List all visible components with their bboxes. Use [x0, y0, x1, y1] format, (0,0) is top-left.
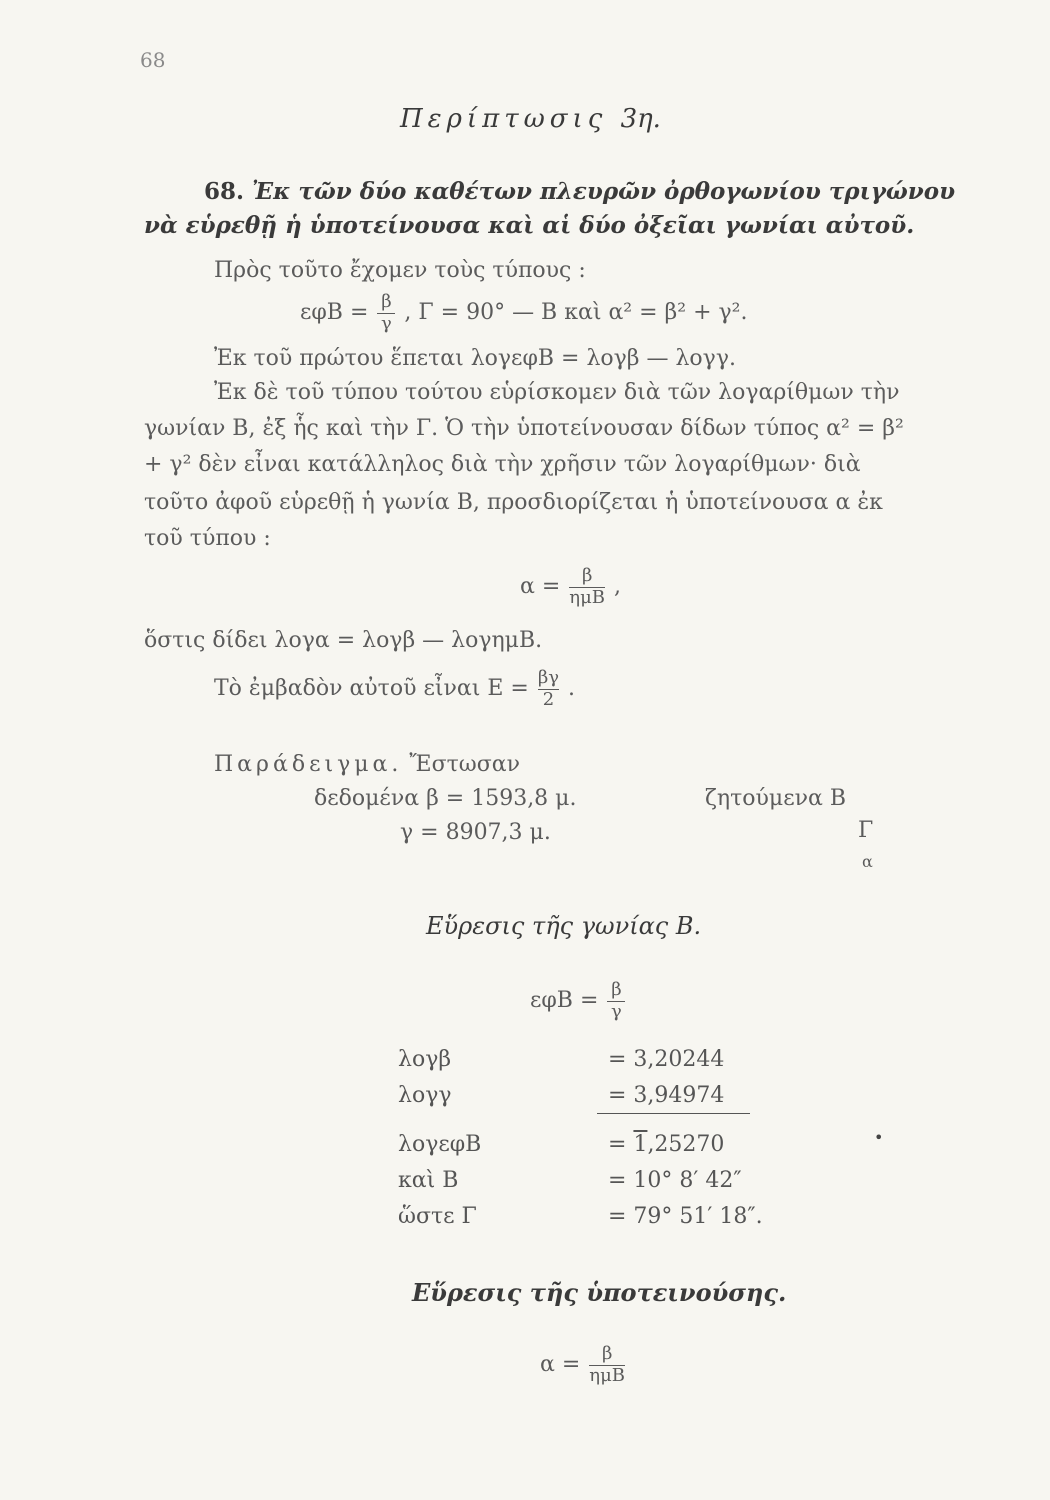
denominator: γ [611, 1000, 622, 1022]
sought-values-line-1 [705, 786, 846, 811]
log-row-label: καὶ B [398, 1168, 459, 1193]
log-characteristic-bar: 1 [633, 1132, 648, 1157]
log-row-label: λογγ [398, 1083, 452, 1108]
case-heading-text: Περίπτωσις [400, 104, 608, 134]
given-beta: β = 1593,8 μ. [426, 786, 577, 811]
denominator: γ [381, 312, 392, 334]
section-angle-formula [530, 980, 627, 1022]
problem-title-text-1: Ἐκ τῶν δύο καθέτων πλευρῶν ὀρθογωνίου τριγώνου [252, 178, 956, 205]
paragraph-2-line-3: + γ² δὲν εἶναι κατάλληλος διὰ τὴν χρῆσιν τῶν λογαρίθμων· διὰ [144, 452, 861, 477]
given-gamma: γ = 8907,3 μ. [400, 820, 551, 845]
paragraph-2-line-4: τοῦτο ἀφοῦ εὑρεθῇ ἡ γωνία B, προσδιορίζεται ἡ ὑποτείνουσα α ἐκ [144, 490, 883, 515]
numerator: β [601, 1343, 613, 1364]
fraction-beta-gamma-2 [607, 980, 625, 1022]
formula-tangent-left: εφB = [300, 300, 369, 326]
formula-hypotenuse-left: α = [520, 574, 561, 600]
paragraph-2-line-1: Ἐκ δὲ τοῦ τύπου τούτου εὑρίσκομεν διὰ τῶν λογαρίθμων τὴν [214, 380, 900, 405]
log-row-label: λογεφB [398, 1132, 482, 1157]
example-heading [214, 752, 520, 777]
formula-hypotenuse [520, 566, 621, 608]
formula-tangent-right: , Γ = 90° — B καὶ α² = β² + γ². [404, 300, 748, 326]
log-row-value: = 3,94974 [608, 1083, 725, 1108]
numerator: βγ [537, 667, 559, 688]
case-heading-number: 3η. [620, 104, 661, 134]
formula-hypotenuse-right: , [614, 574, 622, 600]
area-formula-left: Τὸ ἐμβαδὸν αὐτοῦ εἶναι E = [214, 676, 529, 702]
fraction-area [538, 668, 559, 710]
area-formula-right: . [568, 676, 575, 702]
paragraph-2-line-5: τοῦ τύπου : [144, 526, 271, 551]
example-label: Παράδειγμα. [214, 752, 403, 777]
paragraph-2-line-2: γωνίαν B, ἐξ ἧς καὶ τὴν Γ. Ὁ τὴν ὑποτείνουσαν δίδων τύπος α² = β² [144, 416, 904, 441]
problem-title-line-2: νὰ εὑρεθῇ ἡ ὑποτείνουσα καὶ αἱ δύο ὀξεῖαι γωνίαι αὐτοῦ. [144, 212, 915, 239]
sought-alpha: α [862, 852, 873, 871]
section-angle-title: Εὕρεσις τῆς γωνίας B. [426, 912, 702, 940]
denominator: ημB [569, 586, 606, 608]
paragraph-3: ὅστις δίδει λογα = λογβ — λογημB. [144, 628, 543, 653]
sought-label: ζητούμενα [705, 786, 823, 811]
numerator: β [611, 979, 622, 1000]
denominator: 2 [542, 688, 555, 710]
log-row-label: λογβ [398, 1047, 452, 1072]
section-hypotenuse-title: Εὕρεσις τῆς ὑποτεινούσης. [412, 1278, 787, 1307]
sought-gamma: Γ [858, 818, 874, 843]
numerator: β [381, 291, 392, 312]
page-number: 68 [140, 48, 166, 72]
log-row-label: ὥστε Γ [398, 1204, 477, 1229]
log-row-value: = 79° 51′ 18″. [608, 1204, 763, 1229]
denominator: ημB [589, 1364, 626, 1386]
section-angle-formula-left: εφB = [530, 988, 599, 1014]
problem-number: 68. [204, 178, 245, 205]
fraction-beta-gamma [377, 292, 395, 334]
case-heading [400, 104, 661, 134]
sum-rule-line [597, 1113, 750, 1114]
numerator: β [581, 565, 593, 586]
sought-b: B [829, 786, 846, 811]
log-row-value: = 3,20244 [608, 1047, 725, 1072]
margin-mark: • [874, 1128, 884, 1147]
example-intro: Ἔστωσαν [409, 752, 520, 777]
formula-tangent [300, 292, 747, 334]
fraction-beta-sinb-2 [589, 1344, 625, 1386]
fraction-beta-sinb [569, 566, 605, 608]
section-hypotenuse-formula-left: α = [540, 1352, 581, 1378]
log-row-value [608, 1132, 724, 1157]
given-label: δεδομένα [314, 786, 420, 811]
intro-text: Πρὸς τοῦτο ἔχομεν τοὺς τύπους : [214, 258, 586, 283]
given-values-line-1 [314, 786, 576, 811]
log-row-value: = 10° 8′ 42″ [608, 1168, 742, 1193]
area-formula [214, 668, 575, 710]
paragraph-1: Ἐκ τοῦ πρώτου ἕπεται λογεφB = λογβ — λογγ. [214, 346, 736, 371]
log-mantissa: ,25270 [647, 1132, 725, 1157]
log-value-prefix: = [608, 1132, 634, 1157]
section-hypotenuse-formula [540, 1344, 627, 1386]
problem-title-line-1 [204, 178, 955, 205]
